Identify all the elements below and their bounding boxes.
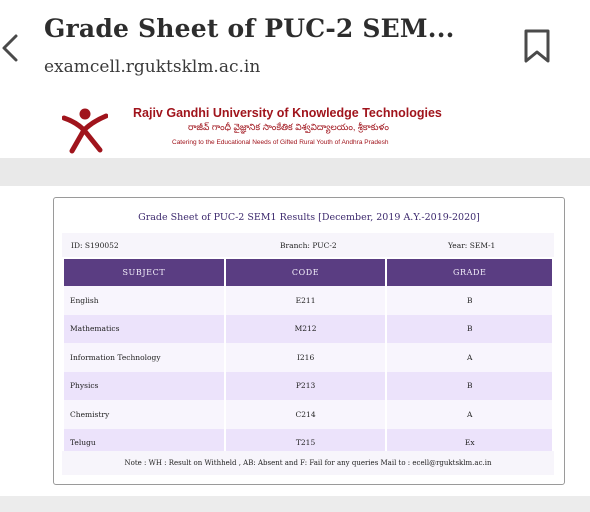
- grade-sheet-note: Note : WH : Result on Withheld , AB: Absent and F: Fail for any queries Mail to : ecell@rguktsklm.ac.in: [62, 451, 554, 475]
- grade-cell: A: [387, 343, 552, 372]
- grade-cell: A: [387, 400, 552, 429]
- table-row: [64, 315, 552, 344]
- page-title: Grade Sheet of PUC-2 SEM...: [44, 14, 455, 43]
- bookmark-icon[interactable]: [522, 28, 552, 64]
- subject-cell: Mathematics: [64, 315, 224, 344]
- student-year: Year: SEM-1: [448, 241, 496, 250]
- code-cell: M212: [226, 315, 386, 344]
- grade-cell: B: [387, 315, 552, 344]
- grade-cell: B: [387, 286, 552, 315]
- student-id: ID: S190052: [71, 241, 119, 250]
- code-cell: I216: [226, 343, 386, 372]
- divider-strip: [0, 158, 590, 186]
- table-row: [64, 372, 552, 401]
- code-cell: E211: [226, 286, 386, 315]
- university-logo: [62, 104, 108, 154]
- column-header-code: CODE: [226, 259, 386, 286]
- university-banner: [0, 100, 590, 158]
- code-cell: C214: [226, 400, 386, 429]
- subject-cell: Chemistry: [64, 400, 224, 429]
- university-name: Rajiv Gandhi University of Knowledge Technologies: [133, 106, 442, 120]
- code-cell: T215: [226, 429, 386, 458]
- subject-cell: Telugu: [64, 429, 224, 458]
- subject-cell: Information Technology: [64, 343, 224, 372]
- subject-cell: English: [64, 286, 224, 315]
- app-bar: [0, 0, 590, 101]
- grade-cell: Ex: [387, 429, 552, 458]
- grade-sheet-title: Grade Sheet of PUC-2 SEM1 Results [December, 2019 A.Y.-2019-2020]: [138, 212, 480, 223]
- table-row: [64, 400, 552, 429]
- table-row: [64, 286, 552, 315]
- chevron-left-icon[interactable]: [0, 28, 28, 68]
- grade-cell: B: [387, 372, 552, 401]
- code-cell: P213: [226, 372, 386, 401]
- table-header-row: [64, 259, 552, 286]
- student-branch: Branch: PUC-2: [280, 241, 337, 250]
- university-name-telugu: రాజీవ్ గాంధీ వైజ్ఞానిక సాంకేతిక విశ్వవిద్యాలయం, శ్రీకాకుళం: [188, 122, 389, 132]
- subject-cell: Physics: [64, 372, 224, 401]
- column-header-subject: SUBJECT: [64, 259, 224, 286]
- divider-strip-bottom: [0, 496, 590, 512]
- page-url: examcell.rguktsklm.ac.in: [44, 57, 261, 77]
- grades-table: [62, 259, 554, 457]
- grade-sheet-card: [53, 197, 565, 485]
- table-row: [64, 343, 552, 372]
- column-header-grade: GRADE: [387, 259, 552, 286]
- university-tagline: Catering to the Educational Needs of Gifted Rural Youth of Andhra Pradesh: [172, 139, 389, 146]
- student-info-row: [62, 233, 554, 257]
